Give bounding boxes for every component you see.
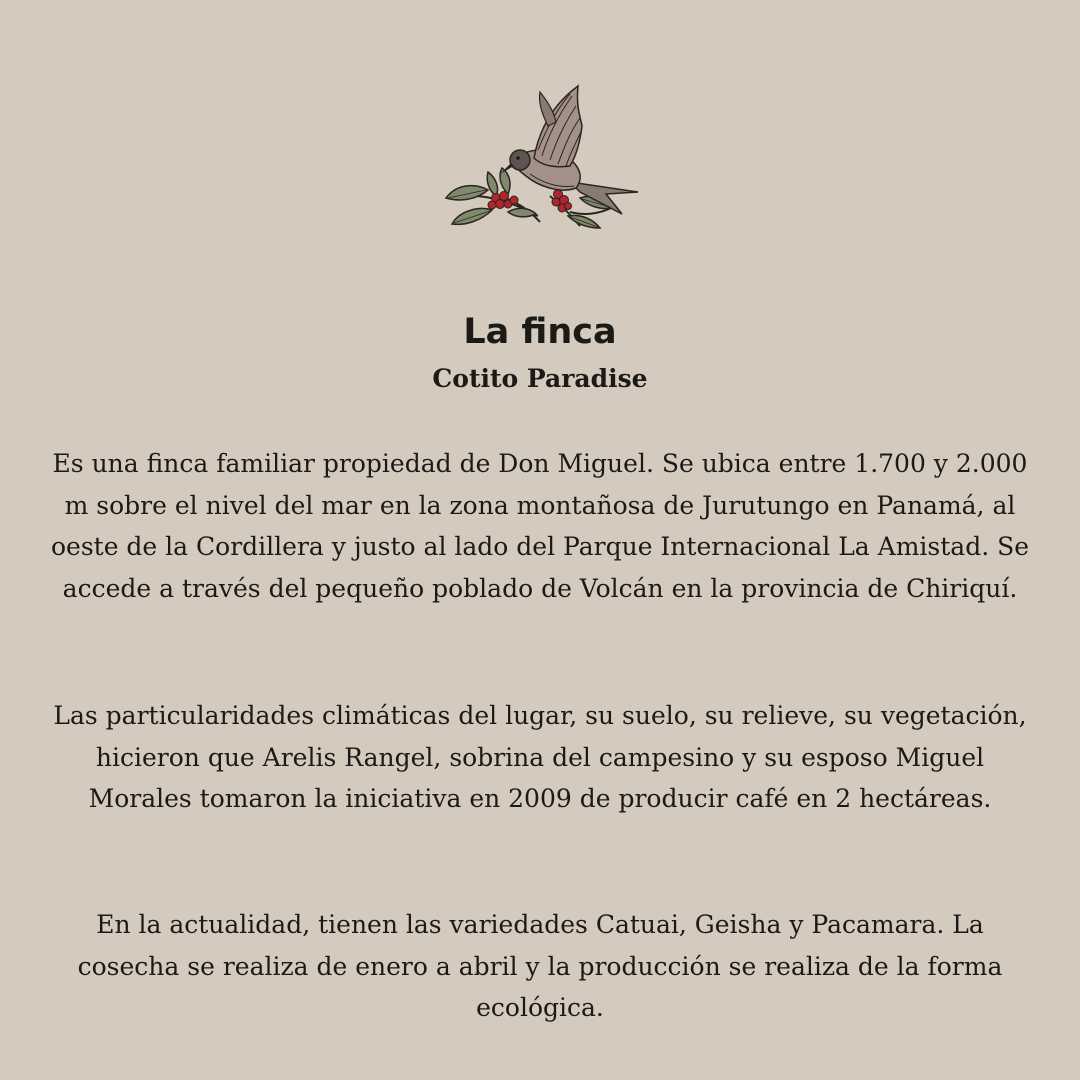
paragraph-location: Es una finca familiar propiedad de Don Miguel. Se ubica entre 1.700 y 2.000 m sobre el nivel del mar en la zona montañosa de Jurutungo en Panamá, al oeste de la Cordillera y justo al lado del Parque Internacional La Amistad. Se accede a través del pequeño poblado de Volcán en la provincia de Chiriquí.: [50, 449, 1030, 603]
hummingbird-with-coffee-branch-icon: [430, 66, 650, 238]
paragraph-varieties: En la actualidad, tienen las variedades Catuai, Geisha y Pacamara. La cosecha se realiza de enero a abril y la producción se realiza de la forma ecológica.: [77, 910, 1003, 1022]
page-title: La finca: [463, 312, 617, 352]
farm-name-subtitle: Cotito Paradise: [432, 364, 648, 393]
paragraph-history: Las particularidades climáticas del lugar, su suelo, su relieve, su vegetación, hicieron que Arelis Rangel, sobrina del campesino y su esposo Miguel Morales tomaron la iniciativa en 2009 de producir café en 2 hectáreas.: [53, 701, 1027, 813]
